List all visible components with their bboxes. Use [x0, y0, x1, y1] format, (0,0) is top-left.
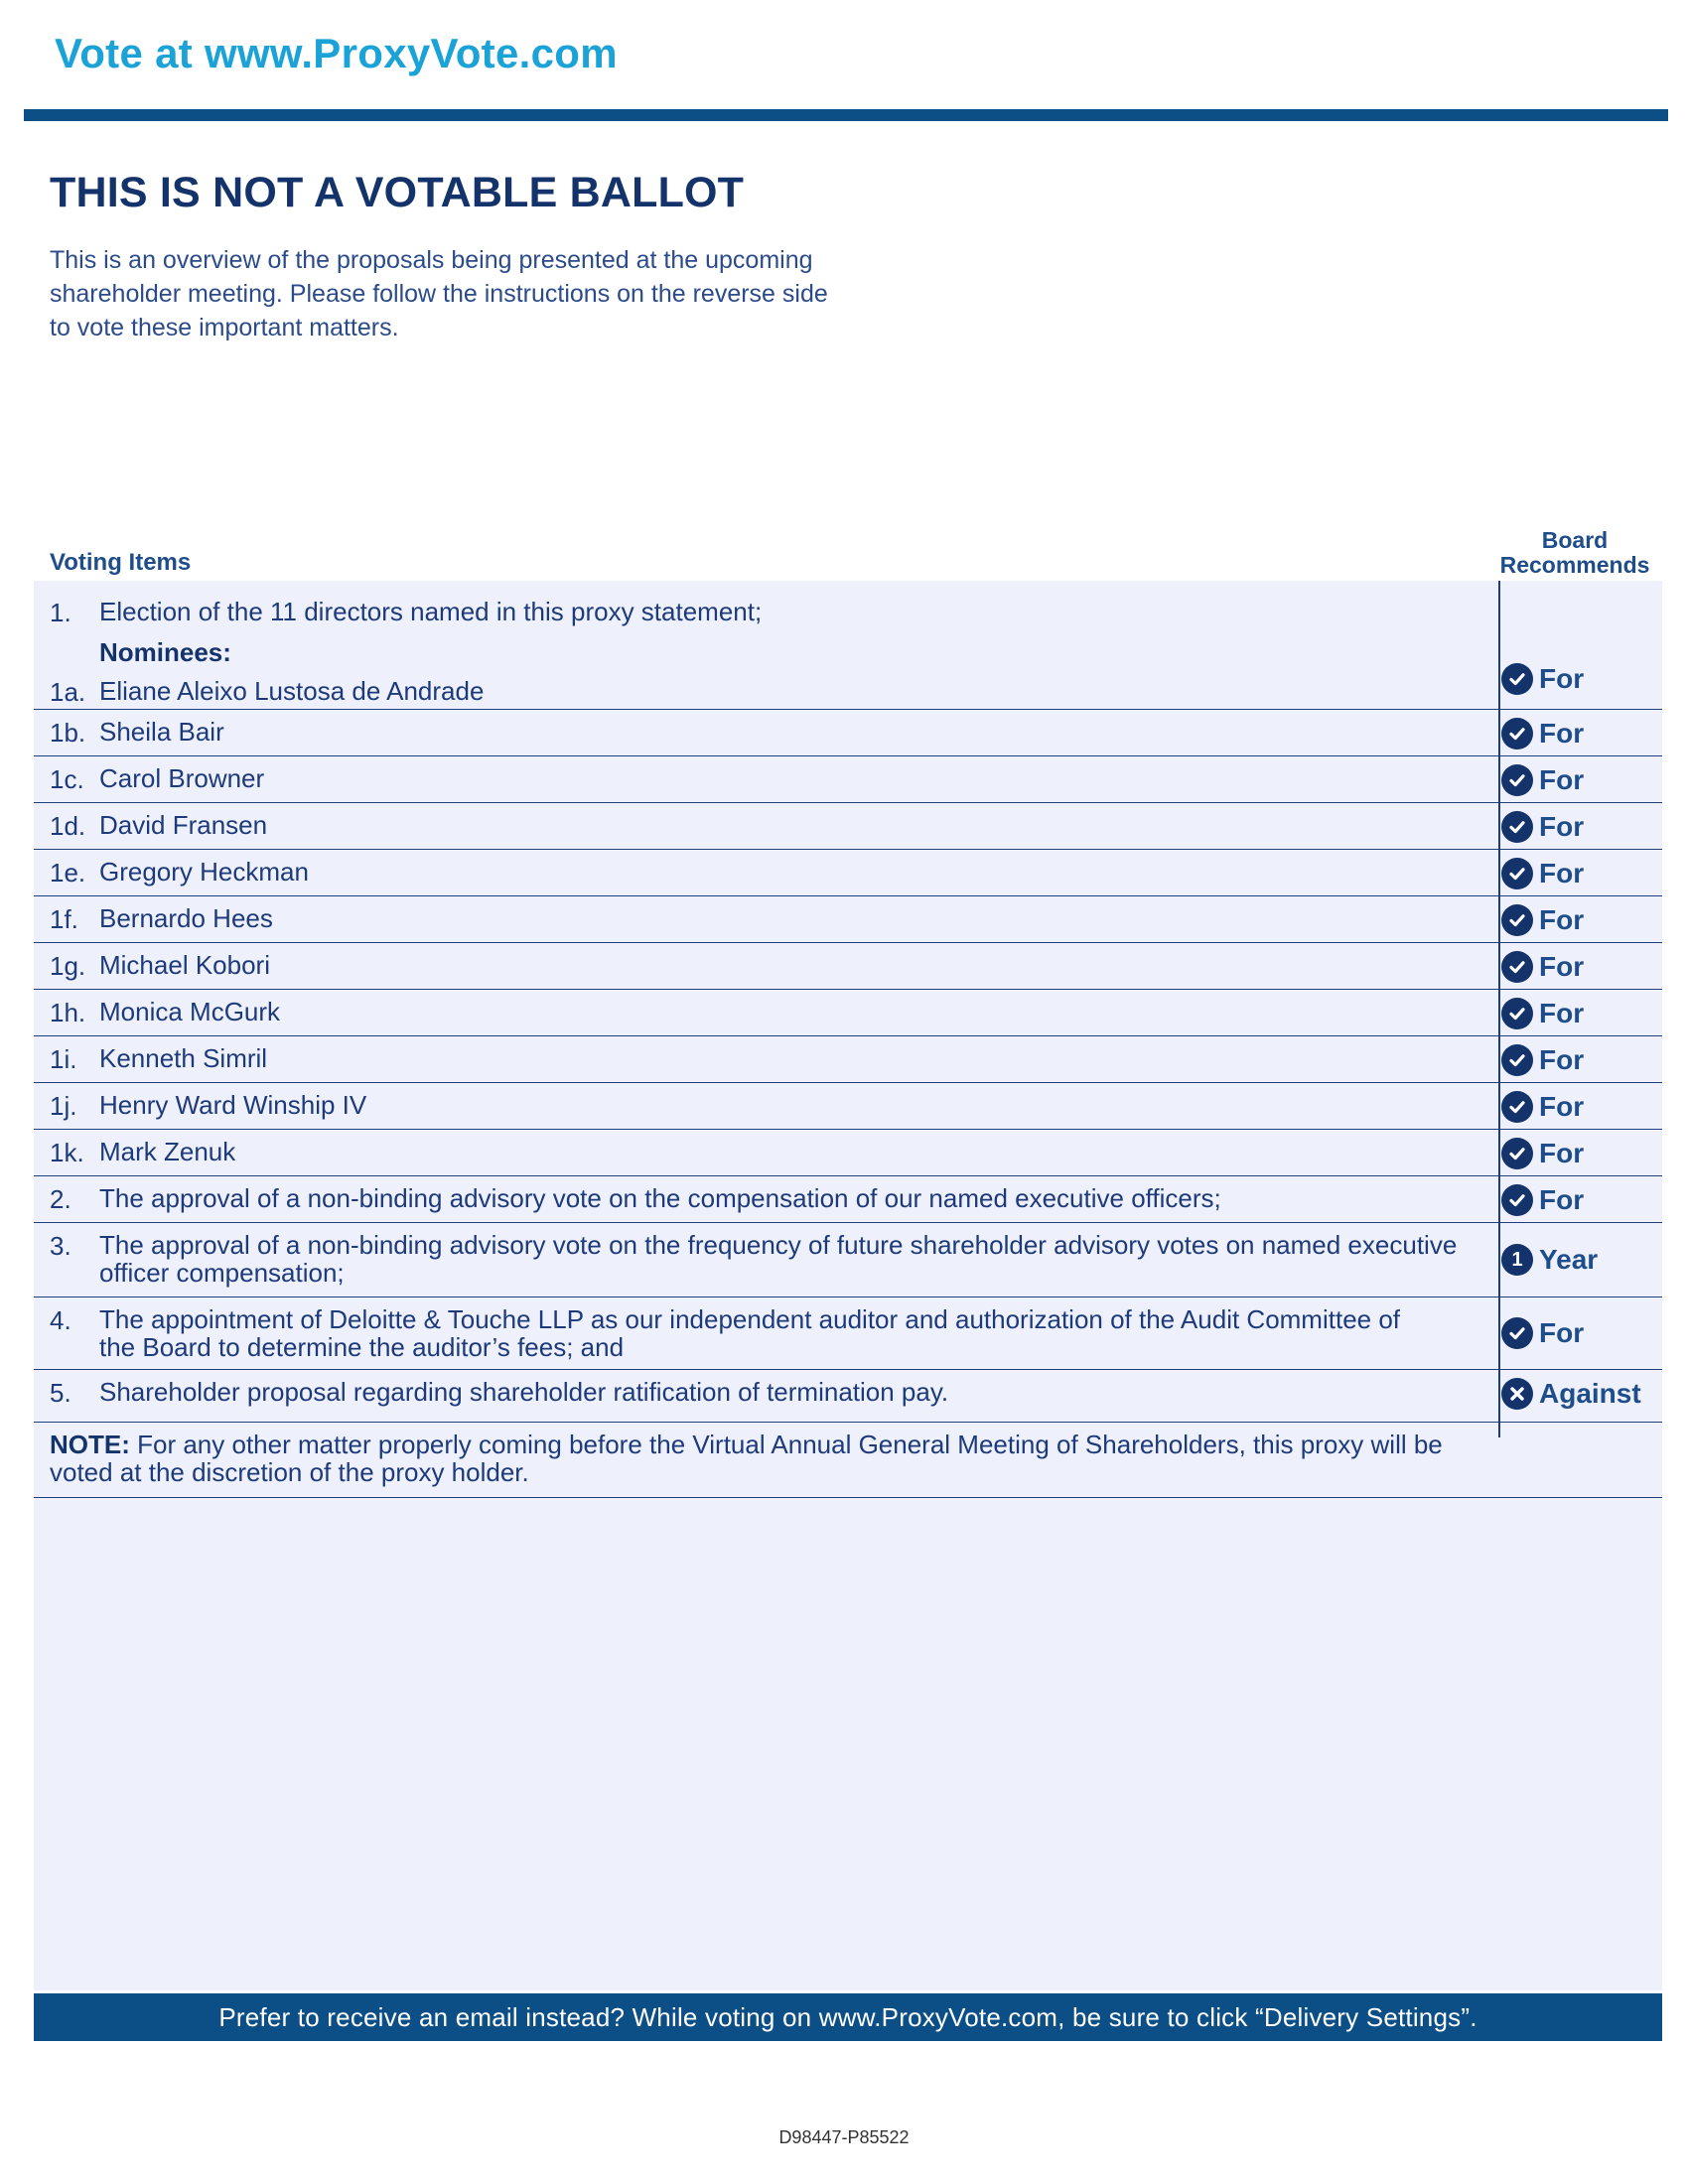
table-row-proposal: [34, 1370, 1662, 1423]
item-number: 1.: [50, 598, 71, 627]
table-row-note: [34, 1423, 1662, 1498]
table-row-nominee: [34, 850, 1662, 896]
proposal-text-line2: officer compensation;: [99, 1258, 345, 1288]
proposal-text-line1: The approval of a non-binding advisory vote on the compensation of our named executive officers;: [99, 1183, 1221, 1213]
proposal-text-line1: The approval of a non-binding advisory vote on the frequency of future shareholder advisory votes on named executive: [99, 1230, 1458, 1260]
table-row-nominee: [34, 1130, 1662, 1176]
proposal-text: [99, 1231, 1457, 1287]
item-number: 3.: [50, 1231, 71, 1261]
table-row-nominee: [34, 990, 1662, 1036]
board-recommends-line1: Board: [1541, 527, 1609, 553]
number-one-glyph: 1: [1511, 1249, 1523, 1271]
recommendation-label: For: [1539, 1317, 1585, 1348]
recommendation: [1501, 811, 1584, 843]
check-circle-icon: [1501, 1091, 1533, 1123]
note-body: For any other matter properly coming before the Virtual Annual General Meeting of Shareholders, this proxy will be voted at the discretion of the proxy holder.: [50, 1430, 1443, 1487]
recommendation: [1501, 858, 1584, 889]
recommendation-label: For: [1539, 904, 1585, 935]
board-recommends-label: [1489, 528, 1660, 578]
recommendation: [1501, 1317, 1584, 1349]
item-number: 1c.: [50, 764, 84, 794]
item-number: 5.: [50, 1378, 71, 1408]
recommendation: [1501, 764, 1584, 796]
recommendation: [1501, 1091, 1584, 1123]
board-recommends-line2: Recommends: [1499, 552, 1650, 578]
recommendation-label: For: [1539, 718, 1585, 749]
item-number: 1d.: [50, 811, 86, 841]
item-number: 4.: [50, 1305, 71, 1335]
proposal-text: [99, 1184, 1221, 1212]
check-circle-icon: [1501, 1138, 1533, 1169]
voting-items-label: Voting Items: [50, 549, 192, 576]
nominee-name: David Fransen: [99, 810, 268, 840]
recommendation: [1501, 1044, 1584, 1076]
table-row-nominee: [34, 710, 1662, 756]
nominees-label: Nominees:: [99, 637, 231, 667]
item-number: 1b.: [50, 718, 86, 748]
table-row-proposal: [34, 1297, 1662, 1370]
item-number: 1f.: [50, 904, 78, 934]
item-number: 1a.: [50, 677, 86, 707]
item-number: 2.: [50, 1184, 71, 1214]
recommendation: [1501, 904, 1584, 936]
recommendation: [1501, 718, 1584, 750]
recommendation-label: For: [1539, 1091, 1585, 1122]
item-number: 1g.: [50, 951, 86, 981]
table-row-item-1: [34, 581, 1662, 710]
recommendation: [1501, 1184, 1584, 1216]
table-row-proposal: [34, 1176, 1662, 1223]
footer-banner: [34, 1993, 1662, 2041]
nominee-name: Sheila Bair: [99, 717, 224, 747]
header-rule: [24, 109, 1668, 121]
nominee-name: Bernardo Hees: [99, 903, 273, 933]
table-row-nominee: [34, 756, 1662, 803]
nominee-name: Monica McGurk: [99, 997, 281, 1026]
check-circle-icon: [1501, 858, 1533, 889]
check-circle-icon: [1501, 718, 1533, 750]
note-label: NOTE:: [50, 1430, 130, 1459]
nominee-name: Mark Zenuk: [99, 1137, 236, 1166]
table-row-nominee: [34, 896, 1662, 943]
nominee-name: Gregory Heckman: [99, 857, 309, 887]
recommendation: [1501, 951, 1584, 983]
check-circle-icon: [1501, 811, 1533, 843]
item-number: 1h.: [50, 998, 86, 1027]
ballot-heading: THIS IS NOT A VOTABLE BALLOT: [50, 169, 745, 216]
check-circle-icon: [1501, 951, 1533, 983]
recommendation-label: Year: [1539, 1244, 1599, 1275]
check-circle-icon: [1501, 998, 1533, 1029]
proposal-text: [99, 1305, 1400, 1361]
item-number: 1j.: [50, 1091, 77, 1121]
check-circle-icon: [1501, 904, 1533, 936]
recommendation: [1501, 998, 1584, 1029]
item-number: 1e.: [50, 858, 86, 887]
recommendation: [1501, 1378, 1641, 1410]
recommendation-label: For: [1539, 811, 1585, 842]
recommendation: [1501, 1244, 1598, 1276]
check-circle-icon: [1501, 1184, 1533, 1216]
intro-paragraph: This is an overview of the proposals being presented at the upcoming shareholder meeting. Please follow the instructions on the reverse side to vote these important matters.: [50, 246, 828, 341]
table-row-nominee: [34, 803, 1662, 850]
nominee-name: Kenneth Simril: [99, 1043, 268, 1073]
recommendation-label: For: [1539, 1044, 1585, 1075]
recommendation-label: For: [1539, 951, 1585, 982]
recommendation: [1501, 1138, 1584, 1169]
proposal-text: [99, 1378, 948, 1406]
check-circle-icon: [1501, 1317, 1533, 1349]
proposal-text-line2: the Board to determine the auditor’s fees; and: [99, 1332, 625, 1362]
recommendation-label: For: [1539, 1138, 1585, 1168]
header-title: Vote at www.ProxyVote.com: [55, 30, 618, 76]
number-one-circle-icon: [1501, 1244, 1533, 1276]
recommendation: [1501, 663, 1584, 695]
recommendation-label: For: [1539, 663, 1585, 694]
footer-banner-text: Prefer to receive an email instead? While voting on www.ProxyVote.com, be sure to click “Delivery Settings”.: [218, 2001, 1477, 2032]
note-text: [50, 1431, 1499, 1486]
item-number: 1i.: [50, 1044, 77, 1074]
check-circle-icon: [1501, 764, 1533, 796]
table-row-proposal: [34, 1223, 1662, 1297]
table-row-nominee: [34, 943, 1662, 990]
recommendation-label: Against: [1539, 1378, 1641, 1409]
check-circle-icon: [1501, 1044, 1533, 1076]
recommendation-label: For: [1539, 998, 1585, 1028]
item-text: Election of the 11 directors named in this proxy statement;: [99, 597, 763, 626]
table-row-nominee: [34, 1083, 1662, 1130]
table-row-nominee: [34, 1036, 1662, 1083]
item-number: 1k.: [50, 1138, 84, 1167]
recommendation-label: For: [1539, 858, 1585, 888]
nominee-name: Michael Kobori: [99, 950, 270, 980]
proposal-text-line1: Shareholder proposal regarding shareholder ratification of termination pay.: [99, 1377, 949, 1407]
x-circle-icon: [1501, 1378, 1533, 1410]
nominee-name: Eliane Aleixo Lustosa de Andrade: [99, 676, 485, 706]
nominee-name: Carol Browner: [99, 763, 265, 793]
nominee-name: Henry Ward Winship IV: [99, 1090, 367, 1120]
check-circle-icon: [1501, 663, 1533, 695]
proposal-text-line1: The appointment of Deloitte & Touche LLP as our independent auditor and authorization of the Audit Committee of: [99, 1304, 1401, 1334]
recommendation-label: For: [1539, 1184, 1585, 1215]
recommendation-label: For: [1539, 764, 1585, 795]
document-code: D98447-P85522: [778, 2127, 910, 2147]
